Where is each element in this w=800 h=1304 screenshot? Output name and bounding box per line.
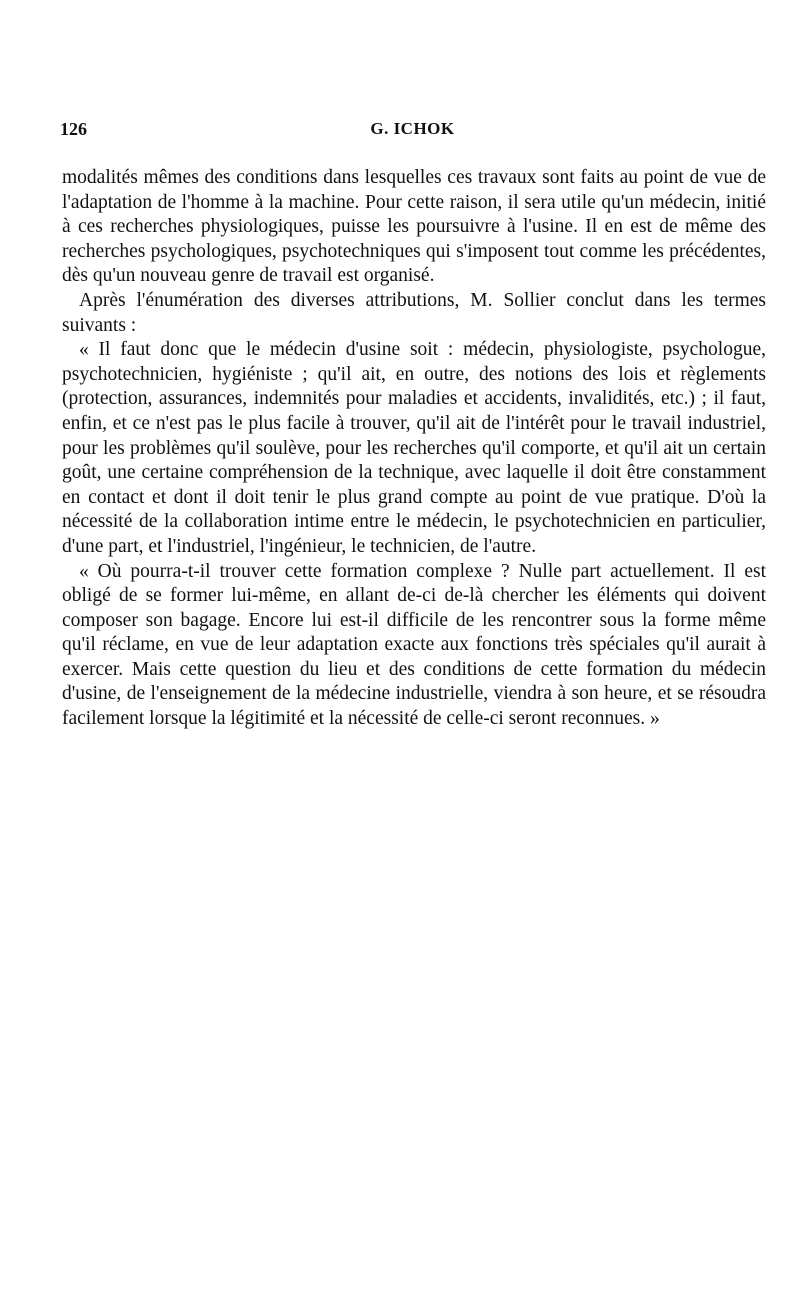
- paragraph-quote-doctor-qualities: « Il faut donc que le médecin d'usine soit : médecin, physiologiste, psychologue, psychotechnicien, hygiéniste ; qu'il ait, en outre, des notions des lois et règlements (protection, assurances, indemnités pour maladies et accidents, invalidités, etc.) ; il faut, enfin, et ce n'est pas le plus facile à trouver, qu'il ait de l'intérêt pour le travail industriel, pour les problèmes qu'il soulève, pour les recherches qu'il comporte, et qu'il ait un certain goût, une certaine compréhension de la technique, avec laquelle il doit être constamment en contact et dont il doit tenir le plus grand compte au point de vue pratique. D'où la nécessité de la collaboration intime entre le médecin, le psychotechnicien en particulier, d'une part, et l'industriel, l'ingénieur, le technicien, de l'autre.: [62, 339, 766, 557]
- body-text: [62, 166, 766, 732]
- paragraph-continuation: modalités mêmes des conditions dans lesquelles ces travaux sont faits au point de vue de l'adaptation de l'homme à la machine. Pour cette raison, il sera utile qu'un médecin, initié à ces recherches physiologiques, puisse les poursuivre à l'usine. Il en est de même des recherches psychologiques, psychotechniques qui s'imposent tout comme les précédentes, dès qu'un nouveau genre de travail est organisé.: [62, 167, 766, 287]
- page-number: 126: [60, 119, 87, 139]
- paragraph-quote-formation: « Où pourra-t-il trouver cette formation complexe ? Nulle part actuellement. Il est obligé de se former lui-même, en allant de-ci de-là chercher les éléments qui doivent composer son bagage. Encore lui est-il difficile de les rencontrer sous la forme même qu'il réclame, en vue de leur adaptation exacte aux fonctions très spéciales qu'il aurait à exercer. Mais cette question du lieu et des conditions de cette formation du médecin d'usine, de l'enseignement de la médecine industrielle, viendra à son heure, et se résoudra facilement lorsque la légitimité et la nécessité de celle-ci seront reconnues. »: [62, 560, 766, 730]
- page-header: [60, 119, 765, 143]
- running-head: G. ICHOK: [370, 119, 455, 138]
- paragraph-sollier-intro: Après l'énumération des diverses attributions, M. Sollier conclut dans les termes suivants :: [62, 289, 766, 336]
